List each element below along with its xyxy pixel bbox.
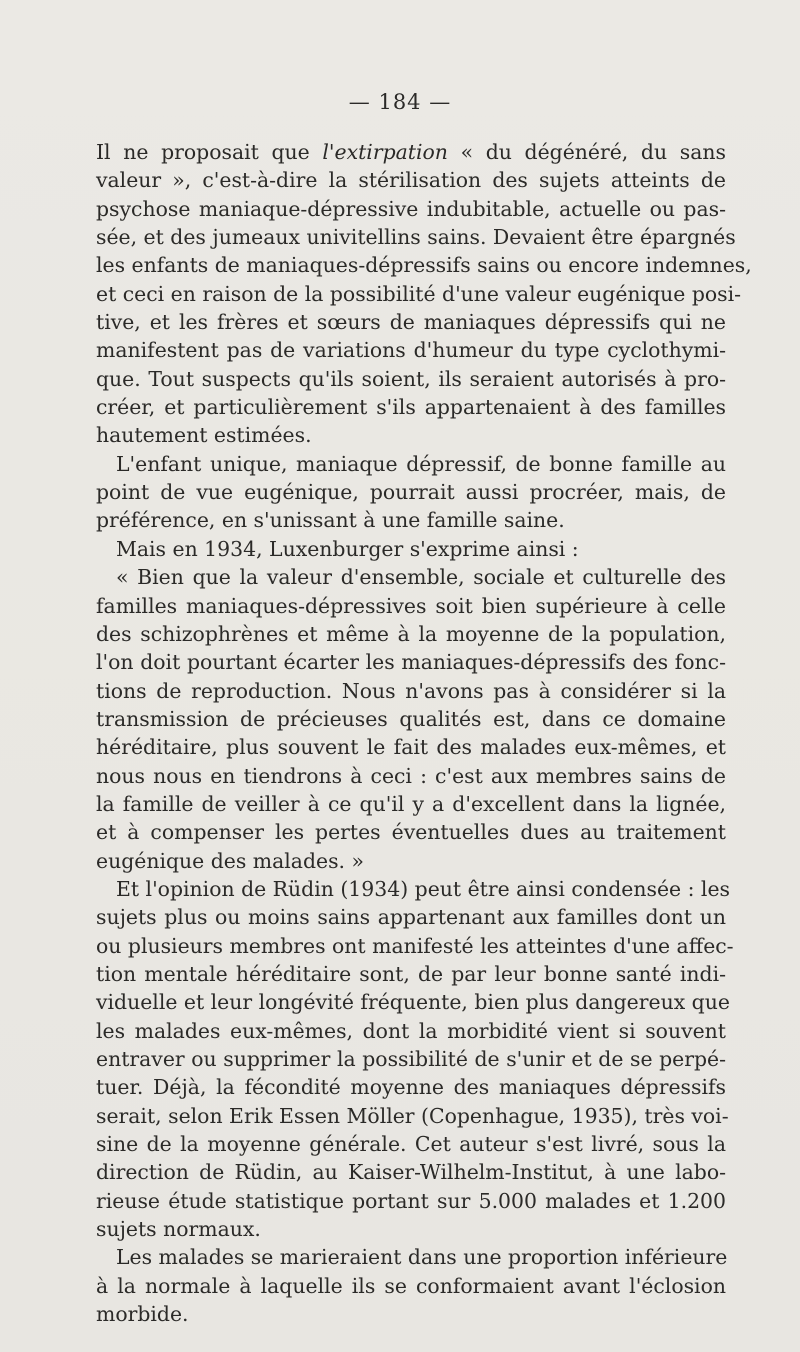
text-segment: l'on doit pourtant écarter les maniaques-dépressifs des fonc-: [96, 650, 726, 675]
text-line: [96, 365, 726, 393]
text-line: [96, 620, 726, 648]
text-line: [96, 648, 726, 676]
text-segment: Il ne proposait que: [96, 140, 323, 164]
text-segment: hautement estimées.: [96, 423, 312, 448]
text-line: [96, 563, 726, 591]
text-line: [96, 1102, 729, 1130]
text-segment: nous nous en tiendrons à ceci : c'est aux membres sains de: [96, 763, 726, 788]
text-line: [96, 875, 730, 903]
text-segment: tions de reproduction. Nous n'avons pas à considérer si la: [96, 678, 726, 703]
text-segment: morbide.: [96, 1302, 189, 1327]
text-segment: sine de la moyenne générale. Cet auteur s'est livré, sous la: [96, 1132, 726, 1157]
text-segment: héréditaire, plus souvent le fait des malades eux-mêmes, et: [96, 735, 726, 760]
text-line: [96, 1045, 726, 1073]
text-line: [96, 903, 726, 931]
text-line: [96, 478, 726, 506]
text-line: [96, 762, 726, 790]
text-segment: créer, et particulièrement s'ils appartenaient à des familles: [96, 395, 726, 420]
text-segment: sée, et des jumeaux univitellins sains. Devaient être épargnés: [96, 225, 736, 250]
text-segment: Les malades se marieraient dans une proportion inférieure: [116, 1245, 728, 1270]
text-line: [96, 308, 726, 336]
text-segment: Mais en 1934, Luxenburger s'exprime ainsi :: [116, 536, 579, 561]
text-line: [96, 166, 726, 194]
text-line: [96, 1158, 726, 1186]
text-segment: et ceci en raison de la possibilité d'une valeur eugénique posi-: [96, 281, 742, 306]
text-segment: des schizophrènes et même à la moyenne de la population,: [96, 621, 726, 646]
text-segment: point de vue eugénique, pourrait aussi procréer, mais, de: [96, 480, 726, 505]
text-line: [96, 336, 726, 364]
text-segment: serait, selon Erik Essen Möller (Copenhague, 1935), très voi-: [96, 1103, 729, 1128]
text-segment: et à compenser les pertes éventuelles dues au traitement: [96, 820, 726, 845]
text-line: [96, 393, 726, 421]
text-line: [96, 677, 726, 705]
text-line: [96, 195, 726, 223]
text-segment: les malades eux-mêmes, dont la morbidité vient si souvent: [96, 1018, 726, 1043]
text-line: [96, 1215, 726, 1243]
text-line: [96, 988, 730, 1016]
text-segment: les enfants de maniaques-dépressifs sains ou encore indemnes,: [96, 253, 752, 278]
text-line: [96, 450, 726, 478]
text-segment: Et l'opinion de Rüdin (1934) peut être ainsi condensée : les: [116, 876, 730, 901]
text-line: [96, 1073, 726, 1101]
text-line: [96, 932, 734, 960]
text-line: [96, 223, 736, 251]
text-line: [96, 818, 726, 846]
text-segment: sujets normaux.: [96, 1217, 261, 1242]
text-segment: valeur », c'est-à-dire la stérilisation des sujets atteints de: [96, 168, 726, 193]
italic-text: l'extirpation: [322, 140, 448, 164]
text-segment: « du dégénéré, du sans: [447, 140, 726, 164]
page-number: — 184 —: [348, 90, 452, 114]
text-line: [96, 506, 726, 534]
text-line: [96, 1243, 726, 1271]
text-line: [96, 592, 726, 620]
text-segment: familles maniaques-dépressives soit bien supérieure à celle: [96, 593, 726, 618]
text-line: [96, 251, 752, 279]
text-line: [96, 960, 726, 988]
text-segment: entraver ou supprimer la possibilité de s'unir et de se perpé-: [96, 1047, 726, 1071]
text-line: [96, 1300, 726, 1328]
text-segment: tive, et les frères et sœurs de maniaques dépressifs qui ne: [96, 310, 726, 335]
text-segment: psychose maniaque-dépressive indubitable, actuelle ou pas-: [96, 196, 726, 221]
text-segment: « Bien que la valeur d'ensemble, sociale et culturelle des: [116, 565, 726, 590]
text-segment: transmission de précieuses qualités est, dans ce domaine: [96, 706, 726, 731]
text-line: [96, 1272, 726, 1300]
text-line: [96, 790, 726, 818]
text-line: [96, 1187, 726, 1215]
text-segment: ou plusieurs membres ont manifesté les atteintes d'une affec-: [96, 933, 734, 958]
text-segment: que. Tout suspects qu'ils soient, ils seraient autorisés à pro-: [96, 366, 726, 391]
body-text: [96, 138, 752, 1328]
text-line: [96, 847, 726, 875]
text-segment: rieuse étude statistique portant sur 5.000 malades et 1.200: [96, 1188, 726, 1213]
text-line: [96, 280, 742, 308]
text-line: [96, 705, 726, 733]
text-segment: tuer. Déjà, la fécondité moyenne des maniaques dépressifs: [96, 1075, 726, 1100]
text-segment: sujets plus ou moins sains appartenant aux familles dont un: [96, 905, 726, 930]
text-segment: L'enfant unique, maniaque dépressif, de bonne famille au: [116, 451, 726, 476]
text-line: [96, 535, 726, 563]
text-segment: préférence, en s'unissant à une famille saine.: [96, 508, 565, 533]
text-segment: tion mentale héréditaire sont, de par leur bonne santé indi-: [96, 961, 726, 986]
text-line: [96, 1130, 726, 1158]
text-segment: la famille de veiller à ce qu'il y a d'excellent dans la lignée,: [96, 791, 726, 816]
text-line: [96, 138, 726, 166]
text-segment: eugénique des malades. »: [96, 848, 364, 873]
text-segment: manifestent pas de variations d'humeur du type cyclothymi-: [96, 338, 726, 363]
text-segment: direction de Rüdin, au Kaiser-Wilhelm-Institut, à une labo-: [96, 1160, 726, 1185]
text-line: [96, 421, 726, 449]
text-line: [96, 733, 726, 761]
text-segment: à la normale à laquelle ils se conformaient avant l'éclosion: [96, 1273, 726, 1298]
text-segment: viduelle et leur longévité fréquente, bien plus dangereux que: [96, 990, 730, 1015]
text-line: [96, 1017, 726, 1045]
